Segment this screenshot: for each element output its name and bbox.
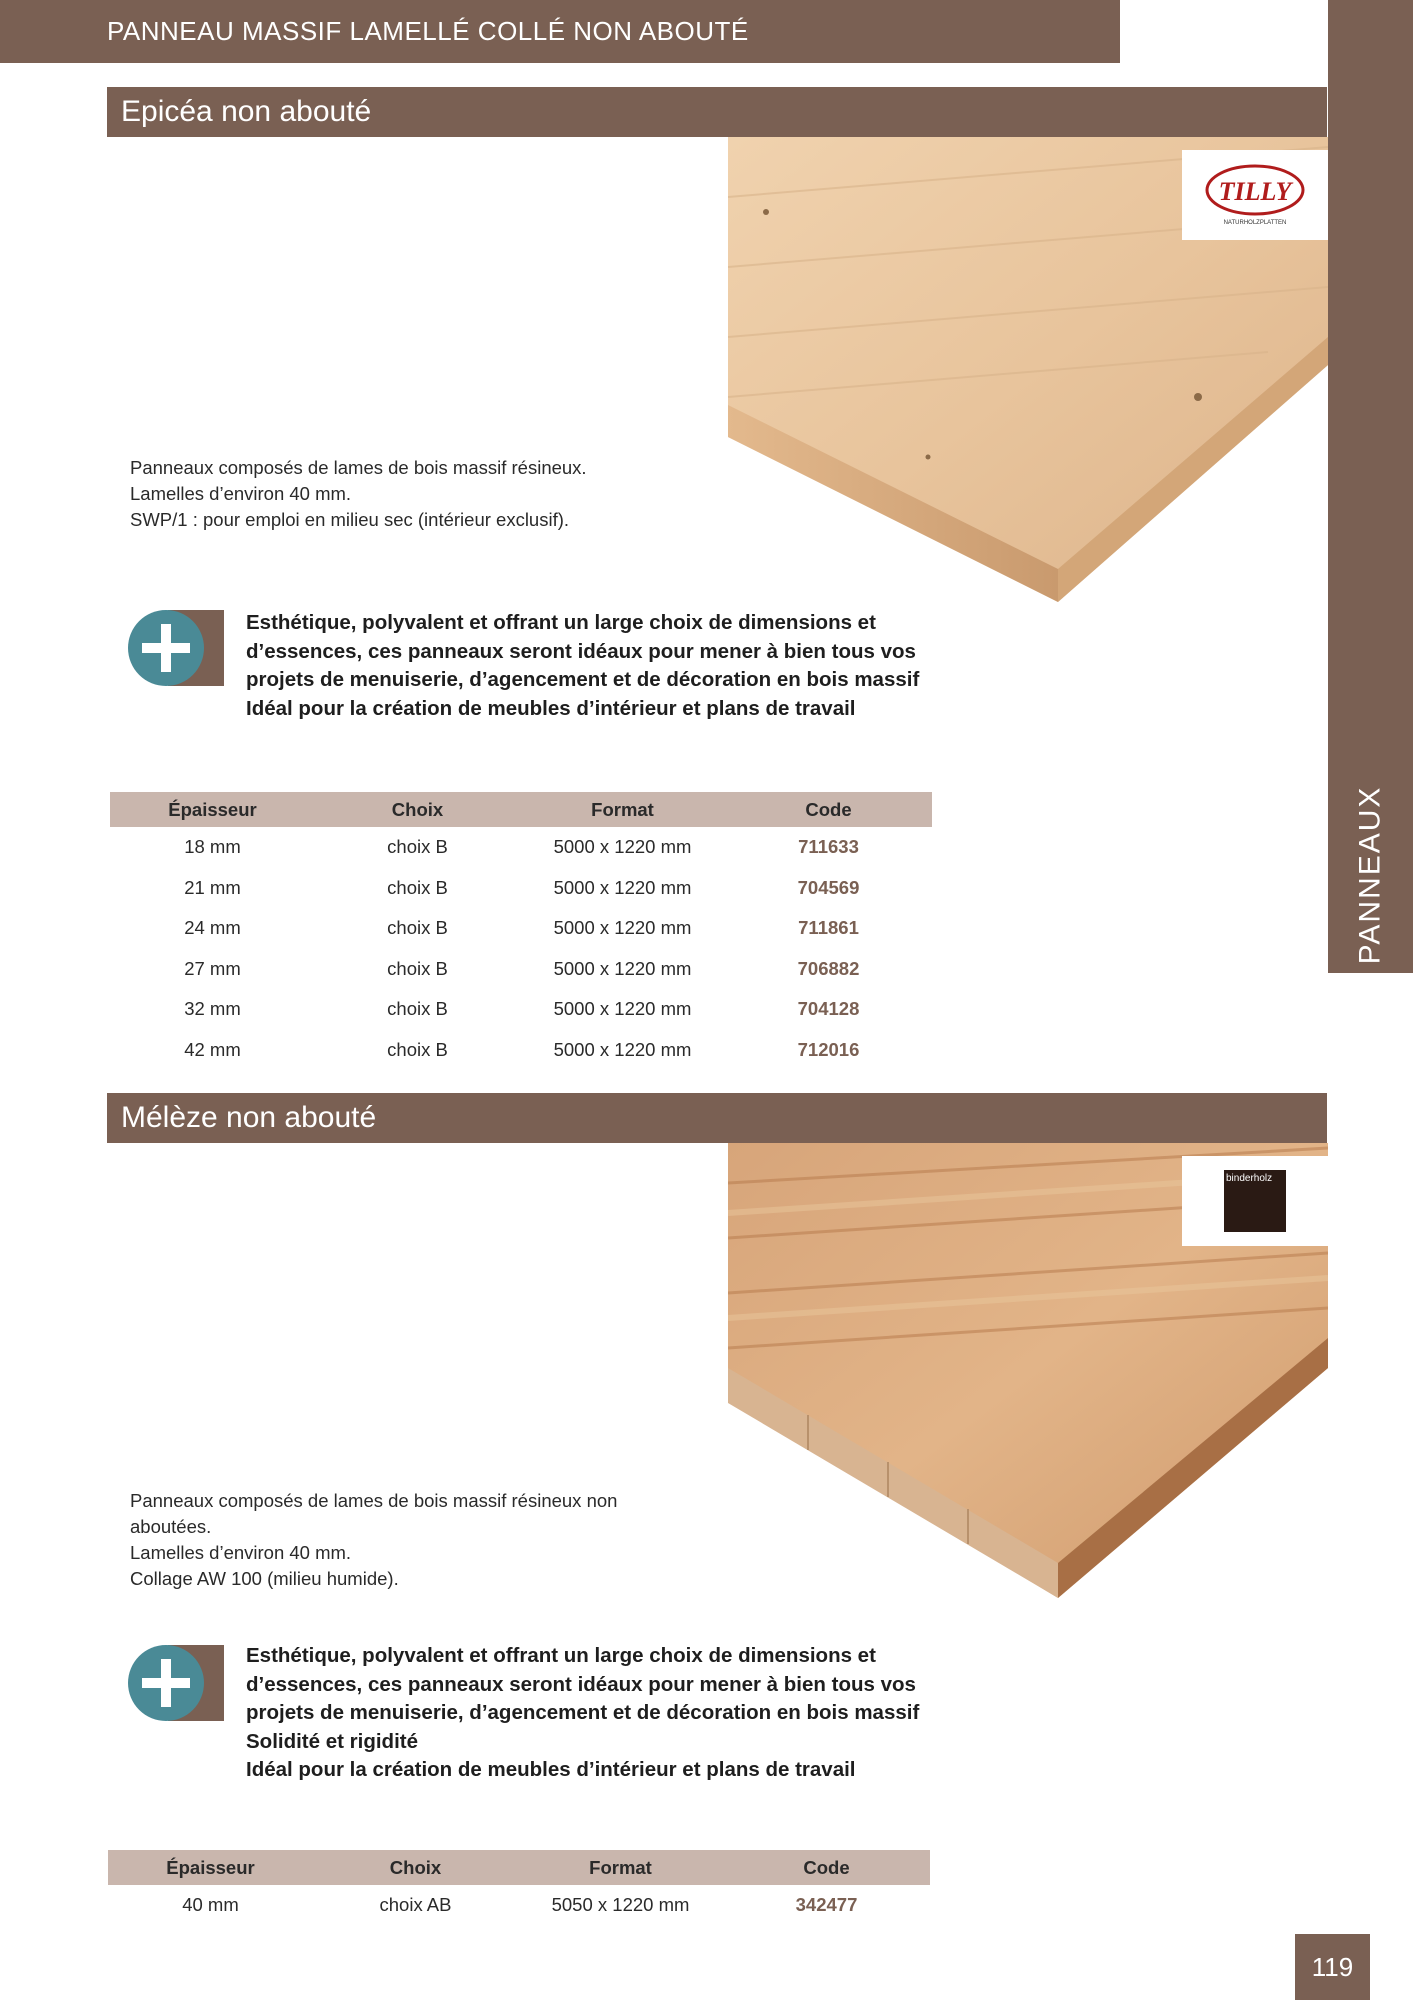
col-header-choix: Choix (313, 1850, 518, 1885)
table-header-row (110, 792, 932, 827)
product-code: 704128 (797, 998, 860, 1020)
meleze-spec-table (108, 1850, 930, 1926)
epicea-highlights: Esthétique, polyvalent et offrant un large choix de dimensions et d’essences, ces panneaux seront idéaux pour mener à bien tous vos projets de menuiserie, d’agencement et de décoration en bois massif Idéal pour la création de meubles d’intérieur et plans de travail (246, 611, 920, 720)
product-code: 704569 (797, 876, 860, 898)
table-row: 21 mm choix B 5000 x 1220 mm 704569 (110, 868, 932, 909)
col-header-format: Format (520, 792, 725, 827)
binderholz-logo (1182, 1156, 1328, 1246)
meleze-highlights: Esthétique, polyvalent et offrant un large choix de dimensions et d’essences, ces panneaux seront idéaux pour mener à bien tous vos projets de menuiserie, d’agencement et de décoration en bois massif Solidité et rigidité Idéal pour la création de meubles d’intérieur et plans de travail (246, 1644, 920, 1781)
section-title-meleze: Mélèze non abouté (107, 1093, 1327, 1143)
product-code: 711633 (798, 836, 859, 858)
table-row: 42 mm choix B 5000 x 1220 mm 712016 (110, 1030, 932, 1071)
side-tab-label: PANNEAUX (1353, 785, 1387, 965)
product-code: 712016 (797, 1038, 860, 1060)
product-code: 342477 (795, 1894, 858, 1916)
table-row: 32 mm choix B 5000 x 1220 mm 704128 (110, 989, 932, 1030)
product-code: 706882 (797, 957, 860, 979)
binderholz-logo-text: binderholz (1224, 1170, 1286, 1232)
meleze-description: Panneaux composés de lames de bois massif résineux non aboutées. Lamelles d’environ 40 mm. Collage AW 100 (milieu humide). (130, 1490, 618, 1589)
epicea-spec-table (110, 792, 932, 1070)
tilly-logo (1182, 150, 1328, 240)
page-number: 119 (1295, 1934, 1370, 2000)
epicea-description: Panneaux composés de lames de bois massif résineux. Lamelles d’environ 40 mm. SWP/1 : pour emploi en milieu sec (intérieur exclusif). (130, 457, 587, 530)
product-code: 711861 (798, 917, 859, 939)
col-header-code: Code (723, 1850, 930, 1885)
col-header-code: Code (725, 792, 932, 827)
tilly-logo-text: TILLY (1218, 177, 1292, 206)
tilly-logo-subtext: NATURHOLZPLATTEN (1223, 220, 1287, 226)
section-title-epicea: Epicéa non abouté (107, 87, 1327, 137)
col-header-epaisseur: Épaisseur (108, 1850, 313, 1885)
page-header: PANNEAU MASSIF LAMELLÉ COLLÉ NON ABOUTÉ (0, 0, 1120, 63)
table-row: 24 mm choix B 5000 x 1220 mm 711861 (110, 908, 932, 949)
table-row: 18 mm choix B 5000 x 1220 mm 711633 (110, 827, 932, 868)
col-header-choix: Choix (315, 792, 520, 827)
table-row: 40 mm choix AB 5050 x 1220 mm 342477 (108, 1885, 930, 1926)
plus-icon (128, 610, 224, 686)
plus-icon (128, 1645, 224, 1721)
table-header-row (108, 1850, 930, 1885)
table-row: 27 mm choix B 5000 x 1220 mm 706882 (110, 949, 932, 990)
col-header-epaisseur: Épaisseur (110, 792, 315, 827)
col-header-format: Format (518, 1850, 723, 1885)
